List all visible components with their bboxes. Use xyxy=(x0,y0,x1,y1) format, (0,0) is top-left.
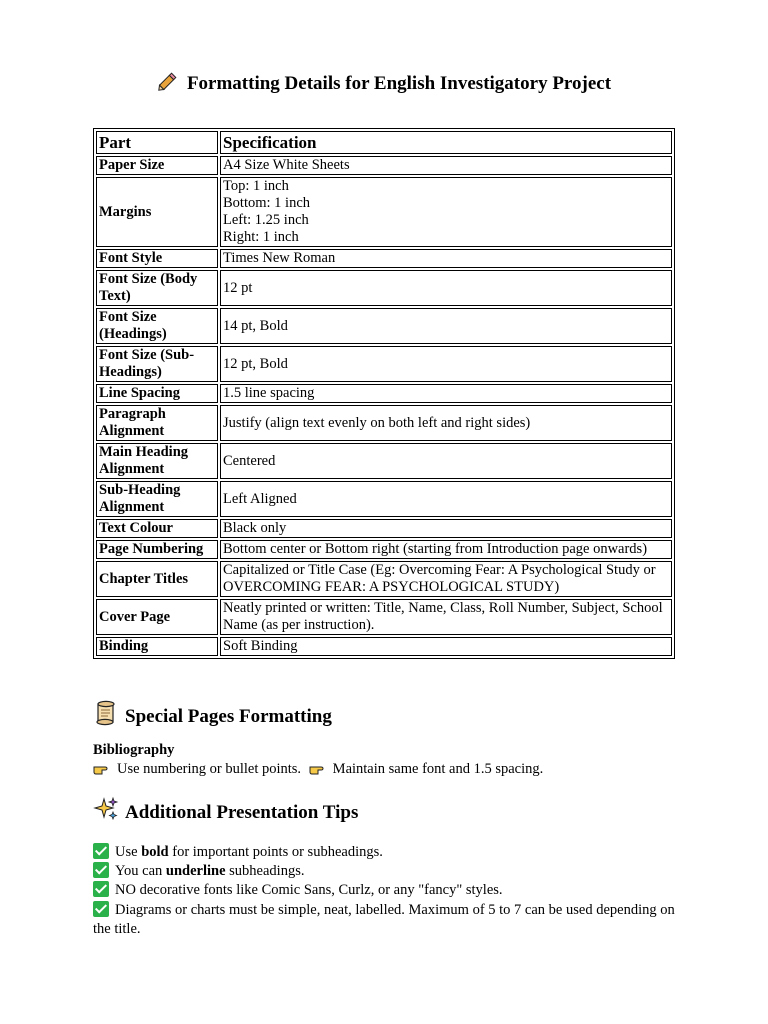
formatting-table xyxy=(93,128,675,659)
tips-heading-text: Additional Presentation Tips xyxy=(125,802,359,823)
tips-heading xyxy=(93,796,358,828)
row-specification: Left Aligned xyxy=(220,481,672,517)
check-mark-icon xyxy=(93,901,109,917)
row-part: Paper Size xyxy=(96,156,218,175)
table-row xyxy=(96,156,672,175)
table-row xyxy=(96,384,672,403)
row-part: Font Size (Sub-Headings) xyxy=(96,346,218,382)
row-specification: Neatly printed or written: Title, Name, Class, Roll Number, Subject, School Name (as per instruction). xyxy=(220,599,672,635)
table-row xyxy=(96,481,672,517)
special-pages-heading xyxy=(93,700,332,732)
row-part: Sub-Heading Alignment xyxy=(96,481,218,517)
row-part: Text Colour xyxy=(96,519,218,538)
sparkles-icon xyxy=(93,796,119,828)
row-part: Line Spacing xyxy=(96,384,218,403)
table-row xyxy=(96,599,672,635)
row-part: Font Size (Body Text) xyxy=(96,270,218,306)
check-mark-icon xyxy=(93,843,109,859)
row-specification: 12 pt xyxy=(220,270,672,306)
scroll-icon xyxy=(93,700,119,732)
bibliography-label: Bibliography xyxy=(93,742,175,758)
table-header-row xyxy=(96,131,672,154)
row-part: Main Heading Alignment xyxy=(96,443,218,479)
tip-item: You can underline subheadings. xyxy=(93,862,693,881)
table-row xyxy=(96,177,672,247)
table-row xyxy=(96,540,672,559)
check-mark-icon xyxy=(93,862,109,878)
table-row xyxy=(96,637,672,656)
row-part: Font Size (Headings) xyxy=(96,308,218,344)
table-row xyxy=(96,249,672,268)
tip-emphasis: underline xyxy=(165,863,226,880)
tips-list xyxy=(93,843,693,939)
row-specification: Centered xyxy=(220,443,672,479)
row-part: Chapter Titles xyxy=(96,561,218,597)
tip-item: Use bold for important points or subheadings. xyxy=(93,843,693,862)
row-specification: 1.5 line spacing xyxy=(220,384,672,403)
pointing-hand-icon xyxy=(93,762,113,781)
header-part: Part xyxy=(96,131,218,154)
special-heading-text: Special Pages Formatting xyxy=(125,706,332,727)
row-specification: Times New Roman xyxy=(220,249,672,268)
table-body xyxy=(96,156,672,656)
row-part: Margins xyxy=(96,177,218,247)
tip-emphasis: bold xyxy=(141,844,169,860)
table-row xyxy=(96,405,672,441)
table-row xyxy=(96,443,672,479)
table-row xyxy=(96,346,672,382)
bibliography-points xyxy=(93,760,693,781)
bibliography-point-2: Maintain same font and 1.5 spacing. xyxy=(332,761,544,777)
row-specification: 12 pt, Bold xyxy=(220,346,672,382)
table-row xyxy=(96,561,672,597)
row-specification: Capitalized or Title Case (Eg: Overcoming Fear: A Psychological Study or OVERCOMING FEAR: A PSYCHOLOGICAL STUDY) xyxy=(220,561,672,597)
table-row xyxy=(96,270,672,306)
table-row xyxy=(96,519,672,538)
row-specification: Bottom center or Bottom right (starting from Introduction page onwards) xyxy=(220,540,672,559)
page-title xyxy=(0,70,768,98)
row-specification: Justify (align text evenly on both left and right sides) xyxy=(220,405,672,441)
header-specification: Specification xyxy=(220,131,672,154)
row-specification: Soft Binding xyxy=(220,637,672,656)
pencil-icon xyxy=(157,70,179,98)
pointing-hand-icon xyxy=(309,762,329,781)
bibliography-point-1: Use numbering or bullet points. xyxy=(117,761,302,777)
row-specification: Top: 1 inch Bottom: 1 inch Left: 1.25 inch Right: 1 inch xyxy=(220,177,672,247)
row-specification: Black only xyxy=(220,519,672,538)
row-part: Page Numbering xyxy=(96,540,218,559)
row-specification: A4 Size White Sheets xyxy=(220,156,672,175)
row-part: Font Style xyxy=(96,249,218,268)
row-specification: 14 pt, Bold xyxy=(220,308,672,344)
tip-item: NO decorative fonts like Comic Sans, Curlz, or any "fancy" styles. xyxy=(93,881,693,900)
row-part: Paragraph Alignment xyxy=(96,405,218,441)
table-row xyxy=(96,308,672,344)
row-part: Cover Page xyxy=(96,599,218,635)
check-mark-icon xyxy=(93,881,109,897)
row-part: Binding xyxy=(96,637,218,656)
title-text: Formatting Details for English Investigatory Project xyxy=(186,73,612,94)
tip-item: Diagrams or charts must be simple, neat, labelled. Maximum of 5 to 7 can be used depending on the title. xyxy=(93,901,675,937)
